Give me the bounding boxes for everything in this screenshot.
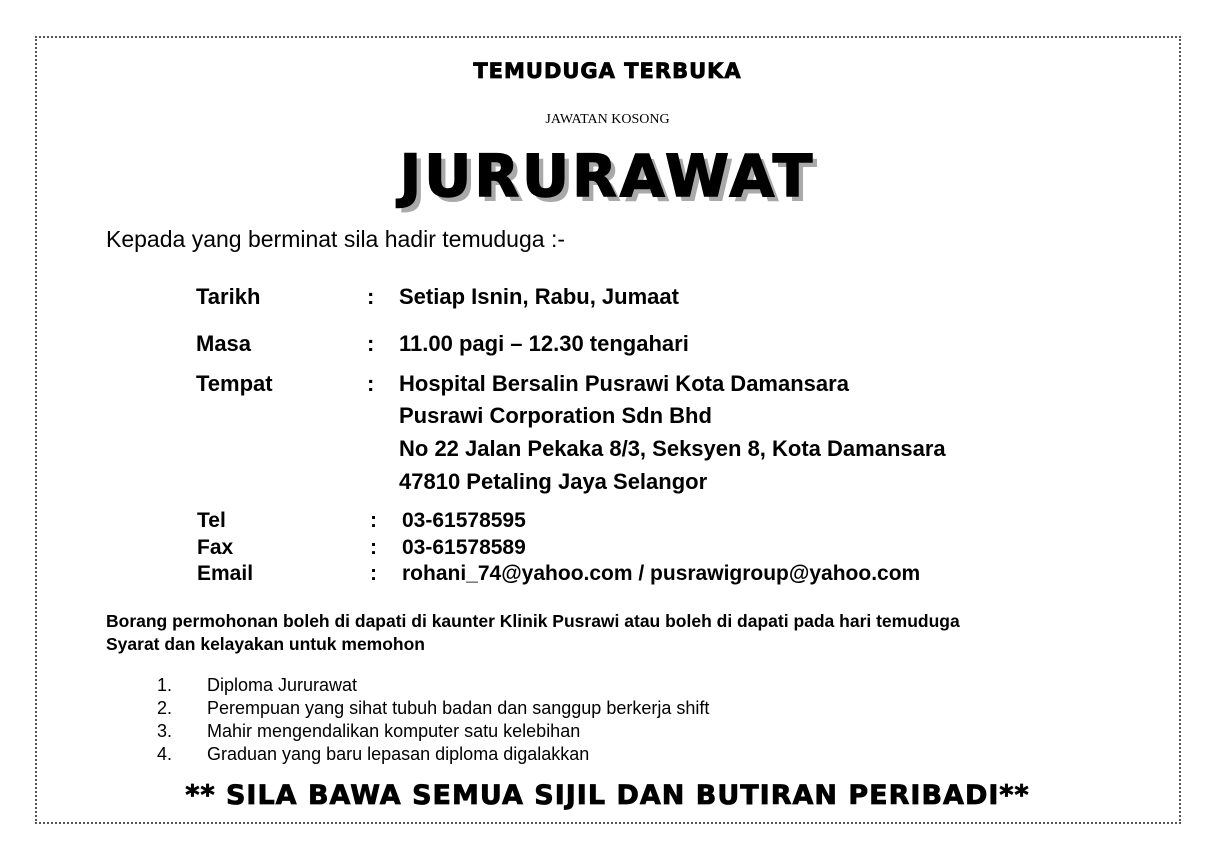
- date-value: Setiap Isnin, Rabu, Jumaat: [399, 284, 679, 309]
- time-colon: :: [367, 331, 375, 356]
- list-item: Mahir mengendalikan komputer satu kelebihan: [207, 721, 581, 741]
- list-item-number: 3.: [157, 721, 173, 741]
- footer-notice: ** SILA BAWA SEMUA SIJIL DAN BUTIRAN PERIBADI**: [185, 780, 1030, 811]
- time-value: 11.00 pagi – 12.30 tengahari: [399, 331, 689, 356]
- fax-colon: :: [370, 536, 377, 559]
- requirements-heading: Syarat dan kelayakan untuk memohon: [106, 634, 425, 654]
- heading-position: JURURAWAT: [399, 142, 816, 210]
- list-item-number: 4.: [157, 744, 173, 764]
- heading-subtitle: JAWATAN KOSONG: [545, 112, 670, 127]
- place-line: Hospital Bersalin Pusrawi Kota Damansara: [399, 371, 849, 396]
- list-item-number: 1.: [157, 675, 173, 695]
- email-label: Email: [197, 562, 254, 585]
- list-item: Graduan yang baru lepasan diploma digalakkan: [207, 744, 590, 764]
- heading-title: TEMUDUGA TERBUKA: [473, 59, 742, 83]
- intro-text: Kepada yang berminat sila hadir temuduga :-: [106, 226, 566, 252]
- place-line: Pusrawi Corporation Sdn Bhd: [399, 403, 712, 428]
- tel-colon: :: [370, 509, 377, 532]
- place-label: Tempat: [196, 371, 273, 396]
- email-value: rohani_74@yahoo.com / pusrawigroup@yahoo.com: [402, 562, 921, 585]
- place-colon: :: [367, 371, 375, 396]
- email-colon: :: [370, 562, 377, 585]
- tel-label: Tel: [197, 509, 226, 532]
- date-colon: :: [367, 284, 375, 309]
- fax-label: Fax: [197, 536, 234, 559]
- time-label: Masa: [196, 331, 252, 356]
- list-item: Diploma Jururawat: [207, 675, 358, 695]
- fax-value: 03-61578589: [402, 536, 526, 559]
- place-line: 47810 Petaling Jaya Selangor: [399, 469, 708, 494]
- application-form-note: Borang permohonan boleh di dapati di kaunter Klinik Pusrawi atau boleh di dapati pada hari temuduga: [106, 611, 960, 631]
- tel-value: 03-61578595: [402, 509, 526, 532]
- list-item-number: 2.: [157, 698, 173, 718]
- place-line: No 22 Jalan Pekaka 8/3, Seksyen 8, Kota Damansara: [399, 436, 946, 461]
- list-item: Perempuan yang sihat tubuh badan dan sanggup berkerja shift: [207, 698, 710, 718]
- date-label: Tarikh: [196, 284, 261, 309]
